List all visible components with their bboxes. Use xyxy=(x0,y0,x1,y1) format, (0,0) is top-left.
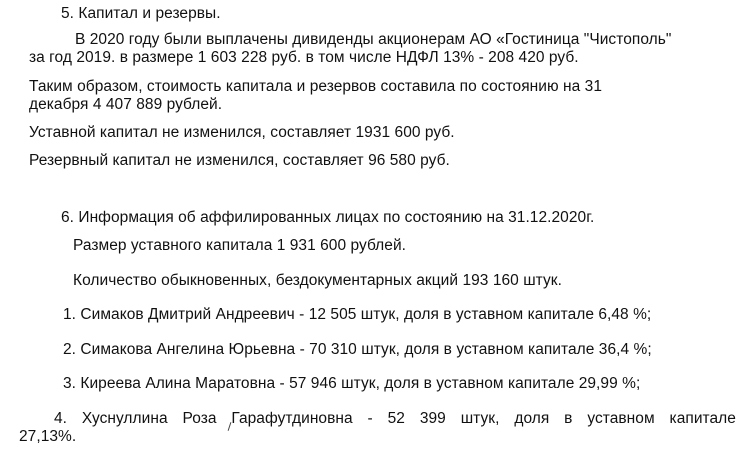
charter-size-text: Размер уставного капитала 1 931 600 рублей. xyxy=(73,237,407,254)
affiliate-4-word: Гарафутдиновна xyxy=(231,410,353,427)
dividends-text-line-1: В 2020 году были выплачены дивиденды акционерам АО «Гостиница "Чистополь" xyxy=(75,31,672,48)
affiliate-4-word: 399 xyxy=(419,410,446,427)
affiliate-item-1: 1. Симаков Дмитрий Андреевич - 12 505 штук, доля в уставном капитале 6,48 %; xyxy=(63,306,652,323)
affiliate-4-word: доля xyxy=(514,410,550,427)
charter-capital-text: Уставной капитал не изменился, составляет 1931 600 руб. xyxy=(29,124,455,141)
section-5-heading: 5. Капитал и резервы. xyxy=(61,5,221,22)
affiliate-4-word: 4. xyxy=(54,410,68,427)
affiliate-item-3: 3. Киреева Алина Маратовна - 57 946 штук, доля в уставном капитале 29,99 %; xyxy=(63,375,641,392)
affiliate-4-word: 52 xyxy=(387,410,405,427)
capital-text-line-2: декабря 4 407 889 рублей. xyxy=(29,96,223,113)
affiliate-4-word: уставном xyxy=(587,410,655,427)
section-6-heading: 6. Информация об аффилированных лицах по состоянию на 31.12.2020г. xyxy=(61,209,595,226)
affiliate-4-word: штук, xyxy=(460,410,500,427)
shares-count-text: Количество обыкновенных, бездокументарных акций 193 160 штук. xyxy=(73,272,562,289)
affiliate-item-4 xyxy=(54,410,736,428)
affiliate-4-word: Роза xyxy=(182,410,217,427)
dividends-text-line-2: за год 2019. в размере 1 603 228 руб. в том числе НДФЛ 13% - 208 420 руб. xyxy=(29,49,579,66)
affiliate-4-word: в xyxy=(564,410,573,427)
capital-text-line-1: Таким образом, стоимость капитала и резервов составила по состоянию на 31 xyxy=(29,78,602,95)
affiliate-4-word: - xyxy=(367,410,373,427)
affiliate-4-word: капитале xyxy=(669,410,736,427)
affiliate-item-2: 2. Симакова Ангелина Юрьевна - 70 310 штук, доля в уставном капитале 36,4 %; xyxy=(63,341,652,358)
reserve-capital-text: Резервный капитал не изменился, составляет 96 580 руб. xyxy=(29,152,450,169)
affiliate-4-word: Хуснуллина xyxy=(81,410,168,427)
affiliate-item-4-tail: 27,13%. xyxy=(19,428,77,445)
